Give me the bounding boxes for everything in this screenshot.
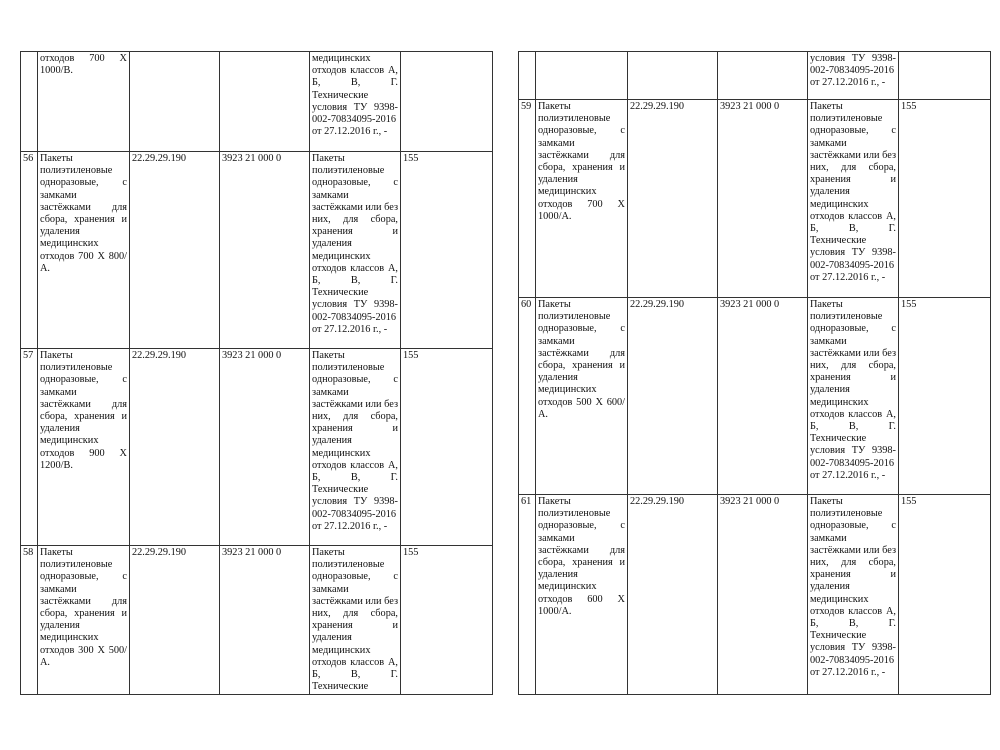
table-row <box>519 52 991 100</box>
product-name: Пакеты полиэтиленовые одноразовые, с замками застёжками для сбора, хранения и удаления медицинских отходов 600 Х 1000/А. <box>536 495 628 695</box>
product-description: Пакеты полиэтиленовые одноразовые, с замками застёжками или без них, для сбора, хранения и удаления медицинских отходов классов А, Б, В, Г. Технические условия ТУ 9398-002-70834095-2016 от 27.12.2016 г., - <box>808 100 899 298</box>
price-value <box>899 52 991 100</box>
table-row <box>519 495 991 695</box>
price-value: 155 <box>401 152 493 349</box>
product-name: Пакеты полиэтиленовые одноразовые, с замками застёжками для сбора, хранения и удаления медицинских отходов 900 Х 1200/В. <box>38 349 130 546</box>
okpd-code: 22.29.29.190 <box>130 349 220 546</box>
table-row <box>21 546 493 695</box>
tnved-code: 3923 21 000 0 <box>220 349 310 546</box>
price-value <box>401 52 493 152</box>
table-row <box>519 298 991 495</box>
okpd-code: 22.29.29.190 <box>130 546 220 695</box>
product-description: Пакеты полиэтиленовые одноразовые, с замками застёжками или без них, для сбора, хранения и удаления медицинских отходов классов А, Б, В, Г. Технические <box>310 546 401 695</box>
table-row <box>519 100 991 298</box>
tnved-code: 3923 21 000 0 <box>718 100 808 298</box>
left-page-table <box>20 51 493 695</box>
okpd-code <box>130 52 220 152</box>
row-number: 61 <box>519 495 536 695</box>
price-value: 155 <box>899 495 991 695</box>
tnved-code: 3923 21 000 0 <box>220 546 310 695</box>
product-description: Пакеты полиэтиленовые одноразовые, с замками застёжками или без них, для сбора, хранения и удаления медицинских отходов классов А, Б, В, Г. Технические условия ТУ 9398-002-70834095-2016 от 27.12.2016 г., - <box>808 495 899 695</box>
row-number: 60 <box>519 298 536 495</box>
row-number: 56 <box>21 152 38 349</box>
price-value: 155 <box>899 100 991 298</box>
okpd-code: 22.29.29.190 <box>130 152 220 349</box>
product-name <box>536 52 628 100</box>
product-name: Пакеты полиэтиленовые одноразовые, с замками застёжками для сбора, хранения и удаления медицинских отходов 300 Х 500/А. <box>38 546 130 695</box>
table-row <box>21 349 493 546</box>
product-description: Пакеты полиэтиленовые одноразовые, с замками застёжками или без них, для сбора, хранения и удаления медицинских отходов классов А, Б, В, Г. Технические условия ТУ 9398-002-70834095-2016 от 27.12.2016 г., - <box>808 298 899 495</box>
price-value: 155 <box>401 349 493 546</box>
okpd-code: 22.29.29.190 <box>628 100 718 298</box>
price-value: 155 <box>899 298 991 495</box>
product-name: Пакеты полиэтиленовые одноразовые, с замками застёжками для сбора, хранения и удаления медицинских отходов 500 Х 600/А. <box>536 298 628 495</box>
row-number: 57 <box>21 349 38 546</box>
okpd-code: 22.29.29.190 <box>628 495 718 695</box>
tnved-code: 3923 21 000 0 <box>718 298 808 495</box>
row-number: 58 <box>21 546 38 695</box>
product-name: Пакеты полиэтиленовые одноразовые, с замками застёжками для сбора, хранения и удаления медицинских отходов 700 Х 1000/А. <box>536 100 628 298</box>
tnved-code <box>718 52 808 100</box>
product-name: отходов 700 Х 1000/В. <box>38 52 130 152</box>
row-number <box>21 52 38 152</box>
row-number: 59 <box>519 100 536 298</box>
tnved-code <box>220 52 310 152</box>
table-row <box>21 52 493 152</box>
product-description: Пакеты полиэтиленовые одноразовые, с замками застёжками или без них, для сбора, хранения и удаления медицинских отходов классов А, Б, В, Г. Технические условия ТУ 9398-002-70834095-2016 от 27.12.2016 г., - <box>310 152 401 349</box>
row-number <box>519 52 536 100</box>
okpd-code: 22.29.29.190 <box>628 298 718 495</box>
right-page-table <box>518 51 991 695</box>
price-value: 155 <box>401 546 493 695</box>
product-description: медицинских отходов классов А, Б, В, Г. Технические условия ТУ 9398-002-70834095-2016 от 27.12.2016 г., - <box>310 52 401 152</box>
okpd-code <box>628 52 718 100</box>
tnved-code: 3923 21 000 0 <box>220 152 310 349</box>
product-name: Пакеты полиэтиленовые одноразовые, с замками застёжками для сбора, хранения и удаления медицинских отходов 700 Х 800/А. <box>38 152 130 349</box>
product-description: Пакеты полиэтиленовые одноразовые, с замками застёжками или без них, для сбора, хранения и удаления медицинских отходов классов А, Б, В, Г. Технические условия ТУ 9398-002-70834095-2016 от 27.12.2016 г., - <box>310 349 401 546</box>
product-description: условия ТУ 9398-002-70834095-2016 от 27.12.2016 г., - <box>808 52 899 100</box>
table-row <box>21 152 493 349</box>
tnved-code: 3923 21 000 0 <box>718 495 808 695</box>
